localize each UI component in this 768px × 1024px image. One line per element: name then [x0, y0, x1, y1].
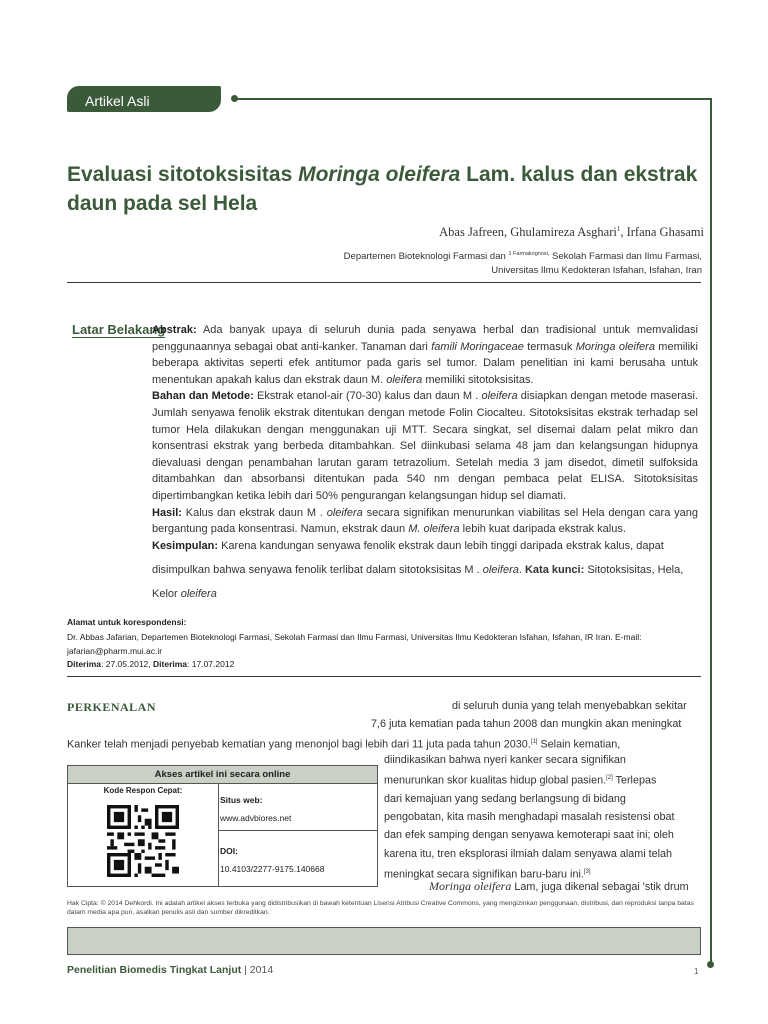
frame-right-line — [710, 100, 712, 962]
access-box-divider — [218, 830, 377, 831]
doi-value[interactable]: 10.4103/2277-9175.140668 — [220, 864, 325, 874]
qr-cell — [68, 783, 219, 886]
abstract-continuation-line: disimpulkan bahwa senyawa fenolik terlibat dalam sitotoksisitas M . oleifera. Kata kunci: Sitotoksisitas, Hela, — [152, 564, 684, 576]
website-link[interactable]: www.advbiores.net — [220, 813, 292, 823]
online-access-box — [67, 765, 378, 887]
website-label: Situs web: — [220, 795, 263, 805]
introduction-heading: PERKENALAN — [67, 700, 157, 714]
intro-line-1: di seluruh dunia yang telah menyebabkan sekitar — [452, 700, 687, 712]
abstract-body: Abstrak: Ada banyak upaya di seluruh dunia pada senyawa herbal dan tradisional untuk memvalidasi penggunaannya sebagai obat anti-kanker. Tanaman dari famili Moringaceae termasuk Moringa oleifera memiliki beberapa aktivitas seperti efek antitumor pada garis sel tumor. Dalam penelitian ini kami berusaha untuk menentukan apakah kalus dan ekstrak daun M. oleifera memiliki sitotoksisitas. Bahan dan Metode: Ekstrak etanol-air (70-30) kalus dan daun M . oleifera disiapkan dengan metode maserasi. Jumlah senyawa fenolik ekstrak ditentukan dengan metode Folin Ciocalteu. Sitotoksisitas ekstrak terhadap sel tumor Hela dilakukan dengan menggunakan uji MTT. Secara singkat, sel disemai dalam pelat mikro dan konsentrasi ekstrak yang berbeda ditambahkan. Sel diinkubasi selama 48 jam dan kelangsungan hidupnya dievaluasi dengan penambahan larutan garam tetrazolium. Setelah media 3 jam disedot, dimetil sulfoksida ditambahkan dan absorbansi ditentukan pada 540 nm dengan pembaca pelat ELISA. Sitotoksisitas dipertimbangkan ketika lebih dari 50% pengurangan kelangsungan hidup sel diamati. Hasil: Kalus dan ekstrak daun M . oleifera secara signifikan menurunkan viabilitas sel Hela dengan cara yang bergantung pada konsentrasi. Namun, ekstrak daun M. oleifera lebih kuat daripada ekstrak kalus. Kesimpulan: Karena kandungan senyawa fenolik ekstrak daun lebih tinggi daripada ekstrak kalus, dapat — [152, 324, 699, 552]
article-title: Evaluasi sitotoksisitas Moringa oleifera Lam. kalus dan ekstrak daun pada sel Hela — [67, 163, 698, 215]
keywords-continuation: Kelor oleifera — [152, 588, 217, 600]
affiliation-line-1: Departemen Bioteknologi Farmasi dan $^{1 Farmakognosi,}$ Sekolah Farmasi dan Ilmu Farmasi, — [343, 251, 702, 263]
correspondence-rule — [67, 676, 701, 677]
section-label-background: Latar Belakang — [72, 322, 166, 337]
header-rule — [67, 282, 701, 283]
journal-footer: Penelitian Biomedis Tingkat Lanjut | 2014 — [67, 964, 274, 976]
frame-dot-top-left — [231, 95, 238, 102]
frame-dot-bottom-right — [707, 961, 714, 968]
article-type-tag: Artikel Asli — [67, 86, 221, 112]
authors: Abas Jafreen, Ghulamireza Asghari$^1$, Irfana Ghasami — [439, 225, 704, 240]
intro-right-column: diindikasikan bahwa nyeri kanker secara signifikan menurunkan skor kualitas hidup global pasien.[2] Terlepas dari kemajuan yang sedang berlangsung di bidang pengobatan, kita masih menghadapi masalah resistensi obat dan efek samping dengan senyawa kemoterapi saat ini; oleh karena itu, tren eksplorasi ilmiah dalam senyawa alami telah meningkat secara signifikan baru-baru ini.[3] — [384, 754, 675, 881]
access-box-header: Akses artikel ini secara online — [68, 766, 377, 784]
intro-line-3: Kanker telah menjadi penyebab kematian yang menonjol bagi lebih dari 11 juta pada tahun 2030.[1] Selain kematian, — [67, 738, 621, 751]
copyright-note: Hak Cipta: © 2014 Dehkordi. Ini adalah artikel akses terbuka yang didistribusikan di bawah ketentuan Lisensi Atribusi Creative Commons, yang mengizinkan penggunaan, distribusi, dan reproduksi tanpa batas dalam media apa pun, asalkan penulis asli dan sumber dikreditkan. — [67, 900, 694, 916]
affiliation-line-2: Universitas Ilmu Kedokteran Isfahan, Isfahan, Iran — [491, 265, 702, 276]
intro-last-line: Moringa oleifera Lam, juga dikenal sebagai 'stik drum — [429, 879, 689, 893]
footer-band — [67, 927, 701, 955]
correspondence-address: Dr. Abbas Jafarian, Departemen Bioteknologi Farmasi, Sekolah Farmasi dan Ilmu Farmasi, Universitas Ilmu Kedokteran Isfahan, Isfahan, IR Iran. E-mail: jafarian@pharm.mui.ac.ir Diterima: 27.05.2012, Diterima: 17.07.2012 — [67, 632, 642, 669]
doi-label: DOI: — [220, 846, 238, 856]
qr-code-icon[interactable] — [107, 805, 179, 877]
frame-top-line — [235, 98, 712, 100]
correspondence-label: Alamat untuk korespondensi: — [67, 617, 187, 627]
page-number: 1 — [694, 967, 699, 976]
qr-label: Kode Respon Cepat: — [103, 786, 183, 795]
intro-line-2: 7,6 juta kematian pada tahun 2008 dan mungkin akan meningkat — [371, 718, 682, 730]
